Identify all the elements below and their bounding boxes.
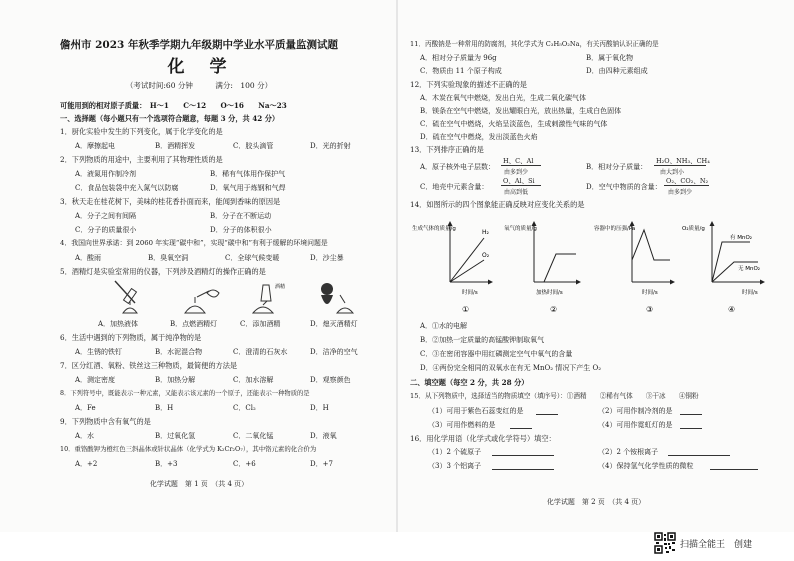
- q13-option-b-direction: 由大到小: [660, 169, 685, 176]
- q1-stem: 1．厨化实验中发生的下列变化，属于化学变化的是: [60, 127, 223, 136]
- q12-option-b: B．镁条在空气中燃烧，发出耀眼白光，放出热量，生成白色固体: [420, 107, 622, 115]
- q15-blank-2[interactable]: [680, 414, 702, 415]
- section-2-heading: 二、填空题（每空 2 分，共 28 分）: [410, 378, 529, 387]
- q2-option-b: B．稀有气体用作保护气: [210, 170, 286, 178]
- q13-stem: 13．下列排序正确的是: [410, 145, 484, 154]
- q14-graph-1-number: ①: [462, 305, 470, 314]
- q13-option-a-order: H、C、Al: [503, 157, 534, 165]
- q10-option-a: A．+2: [75, 460, 98, 468]
- q13-option-c-direction: 由高到低: [504, 189, 529, 196]
- q5-option-d: D．熄灭酒精灯: [310, 320, 358, 328]
- subject-title: 化 学: [167, 57, 231, 77]
- q4-stem: 4．我国向世界承诺：到 2060 年实现“碳中和”，实现“碳中和”有利于缓解的环境问题是: [60, 239, 328, 247]
- q5-image-b: [185, 290, 219, 313]
- q2-option-a: A．液氮用作制冷剂: [75, 170, 137, 178]
- q16-blank-1[interactable]: [492, 455, 554, 456]
- q14-graph-3: [594, 222, 674, 314]
- q14-graph-2: [504, 222, 580, 314]
- q5-image-c-label: 酒精: [275, 284, 286, 290]
- q14-graph-4-series-with: 有 MnO₂: [730, 235, 753, 241]
- q4-option-d: D．沙尘暴: [310, 254, 344, 262]
- q11-option-c: C．物质由 11 个原子构成: [420, 67, 502, 75]
- q9-option-b: B．过氧化氢: [155, 432, 196, 440]
- q5-lamp-illustrations: [85, 279, 365, 319]
- q13-option-a-label: A．原子核外电子层数：: [420, 163, 496, 171]
- q7-option-d: D．观察颜色: [310, 376, 351, 384]
- q1-option-a: A．摩擦起电: [75, 142, 116, 150]
- page-1-footer: 化学试题 第 1 页 （共 4 页）: [149, 480, 249, 488]
- q8-option-a: A．Fe: [75, 404, 96, 412]
- q9-stem: 9．下列物质中含有氧气的是: [60, 417, 151, 426]
- q12-option-c: C．硫在空气中燃烧，火焰呈淡蓝色，生成刺激性气味的气体: [420, 120, 608, 128]
- exam-page-2: [398, 0, 794, 532]
- qr-code-icon: [654, 532, 676, 554]
- q11-stem: 11．丙酸钠是一种常用的防腐剂，其化学式为 C₃H₅O₂Na，有关丙酸钠认识正确的是: [410, 40, 659, 48]
- q13-option-d-order: O₂、CO₂、N₂: [666, 177, 709, 185]
- q13-option-a-arrow: [501, 165, 541, 166]
- atomic-mass-line: 可能用到的相对原子质量： H～1 C～12 O～16 Na～23: [60, 101, 287, 110]
- q16-blank-4[interactable]: [710, 469, 758, 470]
- q5-option-a: A．加热液体: [98, 320, 139, 328]
- q6-stem: 6．生活中遇到的下列物质，属于纯净物的是: [60, 333, 202, 342]
- q14-stem: 14．如图所示的四个图象能正确反映对应变化关系的是: [410, 200, 585, 209]
- q7-option-b: B．加热分解: [155, 376, 196, 384]
- q2-stem: 2．下列物质的用途中，主要利用了其物理性质的是: [60, 155, 223, 164]
- q5-image-c: [253, 283, 285, 313]
- q14-graph-1-series-h2: H₂: [482, 229, 489, 236]
- section-1-heading: 一、选择题（每小题只有一个选项符合题意，每题 3 分，共 42 分）: [60, 114, 280, 123]
- exam-title: 儋州市 2023 年秋季学期九年级期中学业水平质量监测试题: [59, 39, 339, 51]
- q14-graph-4-xlabel: 时间/s: [742, 290, 758, 296]
- q9-option-a: A．水: [75, 432, 95, 440]
- q10-option-b: B．+3: [155, 460, 178, 468]
- q3-option-d: D．分子的体积很小: [210, 226, 272, 234]
- q16-item-3: （3）3 个铝离子: [428, 462, 482, 470]
- q14-graph-2-curve: [534, 254, 576, 282]
- q13-option-d-direction: 由多到少: [668, 189, 693, 196]
- q6-option-d: D．洁净的空气: [310, 348, 358, 356]
- q14-graph-1-series-o2: O₂: [482, 252, 490, 259]
- q2-option-d: D．氧气用于炼钢和气焊: [210, 184, 286, 192]
- q4-option-c: C．全球气候变暖: [225, 254, 280, 262]
- q16-blank-3[interactable]: [492, 469, 554, 470]
- q10-option-c: C．+6: [233, 460, 256, 468]
- q14-graph-3-ylabel: 容器中的压强/Pa: [594, 226, 636, 232]
- q13-option-b-arrow: [654, 165, 706, 166]
- q5-image-d: [321, 283, 353, 313]
- q14-graph-4-ylabel: O₂质量/g: [682, 226, 705, 232]
- q14-option-c: C．③在密闭容器中用红磷测定空气中氧气的含量: [420, 350, 573, 358]
- q3-stem: 3．秋天走在桂花树下，美味的桂花香扑面而来，能闻到香味的原因是: [60, 197, 281, 206]
- q1-option-d: D．光的折射: [310, 142, 351, 150]
- q5-image-a: [115, 281, 137, 313]
- q11-option-d: D．由四种元素组成: [586, 67, 648, 75]
- q14-graphs: [412, 210, 782, 318]
- q15-blank-4[interactable]: [680, 428, 702, 429]
- q15-item-3: （3）可用作燃料的是: [428, 421, 496, 429]
- q14-graph-4-without-catalyst: [712, 262, 761, 282]
- q5-option-b: B．点燃酒精灯: [170, 320, 218, 328]
- q14-graph-2-number: ②: [550, 305, 558, 314]
- q14-graph-4-series-without: 无 MnO₂: [738, 266, 761, 272]
- q13-option-c-label: C．地壳中元素含量：: [420, 183, 489, 191]
- q14-graph-1-xlabel: 时间/s: [462, 290, 478, 296]
- q14-option-a: A．①水的电解: [420, 322, 468, 330]
- exam-info: （考试时间:60 分钟 满分: 100 分）: [125, 81, 273, 90]
- q16-stem: 16．用化学用语（化学式或化学符号）填空：: [410, 434, 556, 443]
- q16-blank-2[interactable]: [668, 455, 730, 456]
- q15-blank-1[interactable]: [536, 414, 558, 415]
- q15-stem: 15．从下列物质中，选择适当的物质填空（填序号）：①酒精 ②稀有气体 ③干冰 ④铜粉: [410, 392, 699, 400]
- q14-option-d: D．④两份完全相同的双氧水在有无 MnO₂ 情况下产生 O₂: [420, 364, 602, 372]
- q5-stem: 5．酒精灯是实验室常用的仪器，下列涉及酒精灯的操作正确的是: [60, 267, 266, 276]
- q9-option-d: D．液氧: [310, 432, 337, 440]
- q3-option-c: C．分子的质量很小: [75, 226, 137, 234]
- q16-item-1: （1）2 个硫原子: [428, 448, 482, 456]
- q14-graph-2-xlabel: 加热时间/s: [536, 290, 563, 296]
- q14-graph-1: [412, 222, 492, 314]
- q13-option-d-label: D．空气中物质的含量：: [586, 183, 662, 191]
- page-2-footer: 化学试题 第 2 页 （共 4 页）: [546, 498, 646, 506]
- q13-option-c-order: O、Al、Si: [503, 177, 535, 185]
- q14-graph-4: [682, 222, 764, 314]
- q10-stem: 10．重铬酸钾为橙红色三斜晶体或针状晶体（化学式为 K₂Cr₂O₇），其中铬元素的化合价为: [60, 445, 317, 453]
- q14-graph-3-curve: [632, 230, 670, 260]
- q4-option-b: B．臭氧空洞: [148, 254, 189, 262]
- q8-option-c: C．Cl₂: [233, 404, 256, 412]
- q13-option-b-label: B．相对分子质量：: [586, 163, 648, 171]
- q7-stem: 7．区分红酒、氧粉、铁丝这三种物质，最简便的方法是: [60, 361, 238, 370]
- q8-option-d: D．H: [310, 404, 329, 412]
- q3-option-b: B．分子在不断运动: [210, 212, 272, 220]
- q13-option-a-direction: 由多到少: [504, 169, 529, 176]
- q15-item-2: （2）可用作制冷剂的是: [598, 407, 673, 415]
- q12-stem: 12．下列实验现象的描述不正确的是: [410, 80, 527, 89]
- q6-option-b: B．水泥混合物: [155, 348, 203, 356]
- q7-option-c: C．加水溶解: [233, 376, 274, 384]
- q13-option-c-arrow: [501, 185, 541, 186]
- q16-item-4: （4）保持氢气化学性质的微粒: [598, 462, 694, 470]
- q15-item-1: （1）可用于紫色石蕊变红的是: [428, 407, 524, 415]
- q10-option-d: D．+7: [310, 460, 333, 468]
- q13-option-d-arrow: [664, 185, 709, 186]
- q14-graph-3-number: ③: [646, 305, 654, 314]
- q6-option-c: C．澄清的石灰水: [233, 348, 288, 356]
- q15-item-4: （4）可用作霓虹灯的是: [598, 421, 673, 429]
- q14-graph-2-ylabel: 氧气的质量/g: [504, 226, 537, 232]
- q4-option-a: A．酸雨: [75, 254, 102, 262]
- q13-option-b-order: H₂O、NH₃、CH₄: [656, 157, 710, 165]
- q1-option-b: B．酒精挥发: [155, 142, 196, 150]
- q8-option-b: B．H: [155, 404, 174, 412]
- q9-option-c: C．二氧化锰: [233, 432, 274, 440]
- exam-page-1: [0, 0, 398, 532]
- q3-option-a: A．分子之间有间隔: [75, 212, 137, 220]
- q12-option-d: D．硫在空气中燃烧，发出淡蓝色火焰: [420, 133, 538, 141]
- q14-graph-1-h2-line: [450, 238, 484, 282]
- q14-option-b: B．②加热一定质量的高锰酸钾制取氧气: [420, 336, 545, 344]
- q11-option-a: A．相对分子质量为 96g: [420, 54, 497, 62]
- q14-graph-1-o2-line: [450, 260, 484, 282]
- q8-stem: 8．下列符号中，既能表示一种元素，又能表示该元素的一个原子，还能表示一种物质的是: [60, 390, 310, 397]
- q5-option-c: C．添加酒精: [240, 320, 281, 328]
- q2-option-c: C．食品包装袋中充入氮气以防腐: [75, 184, 179, 192]
- q11-option-b: B．属于氧化物: [586, 54, 634, 62]
- q14-graph-1-ylabel: 生成气体的质量/g: [412, 226, 456, 232]
- q1-option-c: C．胶头滴管: [233, 142, 274, 150]
- q16-item-2: （2）2 个铵根离子: [598, 448, 659, 456]
- q6-option-a: A．生锈的铁钉: [75, 348, 123, 356]
- scanner-brand-text: 扫描全能王 创建: [680, 540, 753, 550]
- q7-option-a: A．测定密度: [75, 376, 116, 384]
- q14-graph-3-xlabel: 时间/s: [642, 290, 658, 296]
- q15-blank-3[interactable]: [510, 428, 532, 429]
- q12-option-a: A．木炭在氧气中燃烧，发出白光，生成二氧化碳气体: [420, 94, 587, 102]
- q14-graph-4-number: ④: [728, 305, 736, 314]
